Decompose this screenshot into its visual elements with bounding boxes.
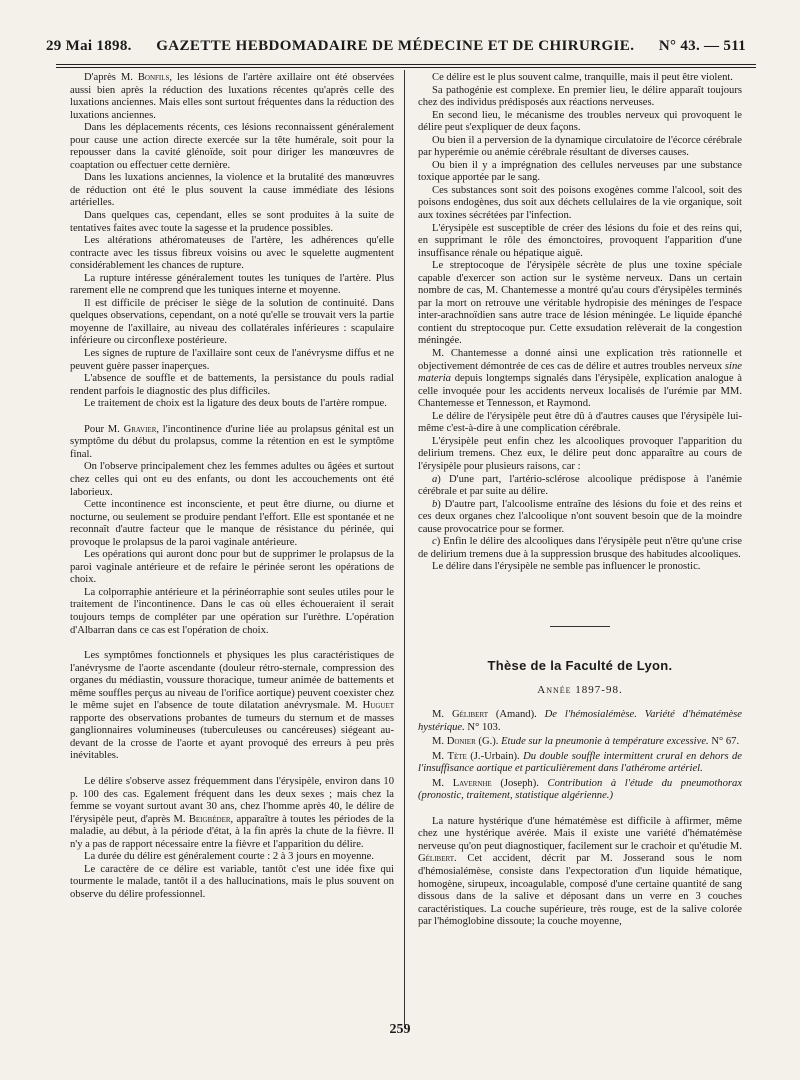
- author-name: Bonfils: [137, 72, 170, 83]
- paragraph: Ou bien il a perversion de la dynamique circulatoire de l'écorce cérébrale par hyperémie ou anémie cérébrale résultant de diverses causes.: [418, 134, 742, 159]
- paragraph: La nature hystérique d'une hématémèse est difficile à affirmer, même chez une hystérique avérée. Mais il existe une variété d'hématémèse nerveuse qu'on peut diagnostiquer, facilement sur le crachoir et qu'étudie M. Gélibert. Cet accident, décrit par M. Josserand sous le nom d'hémosialémèse, consiste dans l'expectoration d'un liquide hématique, homogène, sirupeux, incoagulable, composé d'une certaine quantité de sang dissous dans de la salive et déposant dans un verre en 3 couches caractéristiques. La couche supérieure, très rouge, est de la salive colorée par l'hémoglobine dissoute; la couche moyenne,: [418, 815, 742, 928]
- paragraph: a) D'une part, l'artério-sclérose alcoolique prédispose à l'anémie cérébrale et par suite au délire.: [418, 473, 742, 498]
- section-separator: [550, 626, 610, 627]
- paragraph: Les opérations qui auront donc pour but de supprimer le prolapsus de la paroi vaginale antérieure et de refaire le périnée seront les opérations de choix.: [70, 549, 394, 586]
- header-date: 29 Mai 1898.: [46, 38, 132, 54]
- paragraph: Dans les déplacements récents, ces lésions reconnaissent généralement pour cause une action directe exercée sur la tête humérale, soit pour la repousser dans la cavité glénoïde, soit pour diriger les manœuvres de coaptation ou effectuer cette dernière.: [70, 122, 394, 171]
- issue-page: N° 43. — 511: [658, 38, 746, 54]
- paragraph: On l'observe principalement chez les femmes adultes ou âgées et surtout chez celles qui ont eu des enfants, ou dont les accouchements ont été laborieux.: [70, 461, 394, 498]
- left-column: [70, 72, 394, 901]
- thesis-entry: M. Lavernhe (Joseph). Contribution à l'étude du pneumothorax (pronostic, traitement, statistique algérienne.): [418, 777, 743, 802]
- paragraph: Les altérations athéromateuses de l'artère, les adhérences qu'elle contracte avec les tissus fibreux voisins ou avec le squelette augmentent considérablement les chances de rupture.: [70, 235, 394, 272]
- author-name: Beigbéder: [188, 813, 231, 825]
- thesis-list: [418, 709, 742, 803]
- annee-value: 1897-98.: [575, 684, 623, 697]
- paragraph: c) Enfin le délire des alcooliques dans l'érysipèle peut n'être qu'une crise de delirium tremens due à la suppression brusque des habitudes alcooliques.: [418, 536, 742, 560]
- paragraph: Ou bien il y a imprégnation des cellules nerveuses par une substance toxique apportée par le sang.: [418, 159, 742, 184]
- paragraph: Dans quelques cas, cependant, elles se sont produites à la suite de tentatives faites avec toute la sagesse et la prudence possibles.: [70, 210, 394, 234]
- paragraph: En second lieu, le mécanisme des troubles nerveux qui provoquent le délire peut s'expliquer de deux façons.: [418, 109, 742, 134]
- right-column: [418, 72, 742, 929]
- author-name: Tète: [447, 750, 467, 762]
- paragraph: b) D'autre part, l'alcoolisme entraîne des lésions du foie et des reins et ces deux organes chez l'alcoolique n'ont souvent besoin que de la moindre cause provocatrice pour se former.: [418, 498, 742, 535]
- these-body: [418, 816, 742, 929]
- header-rule-bottom: [56, 67, 756, 68]
- paragraph: La durée du délire est généralement courte : 2 à 3 jours en moyenne.: [84, 851, 375, 863]
- author-name: Gravier: [123, 423, 157, 435]
- italic-text: b: [432, 498, 438, 510]
- paragraph: Les signes de rupture de l'axillaire sont ceux de l'anévrysme diffus et ne peuvent guère passer inaperçues.: [70, 348, 394, 372]
- paragraph: L'érysipèle est susceptible de créer des lésions du foie et des reins qui, en supprimant le rôle des émonctoires, provoquent l'apparition d'une insuffisance rénale ou hépatique aiguë.: [418, 222, 742, 259]
- thesis-entry: M. Gélibert (Amand). De l'hémosialémèse. Variété d'hématémèse hystérique. N° 103.: [418, 708, 743, 733]
- annee-label: Année: [537, 684, 572, 697]
- author-name: Gélibert: [418, 853, 455, 865]
- paragraph: Cette incontinence est inconsciente, et peut être diurne, ou diurne et nocturne, ou seulement se produire pendant l'effort. Elle est spontanée et ne reconnaît d'autre facteur que le manque de résistance du périnée, qui provoque le prolapsus de la paroi vaginale antérieure.: [70, 499, 394, 548]
- paragraph: L'absence de souffle et de battements, la persistance du pouls radial rendent parfois le diagnostic des plus difficiles.: [70, 373, 394, 397]
- column-divider: [404, 70, 405, 1025]
- thesis-entry: M. Donier (G.). Etude sur la pneumonie à température excessive. N° 67.: [432, 736, 740, 748]
- italic-text: Etude sur la pneumonie à température excessive.: [501, 736, 709, 748]
- italic-text: a: [432, 473, 438, 485]
- page-number: 259: [389, 1022, 411, 1037]
- paragraph: Ces substances sont soit des poisons exogènes comme l'alcool, soit des poisons endogènes, dus soit aux déchets cellulaires de la vie organique, soit aux toxines sécrétées par l'infection.: [418, 184, 742, 222]
- italic-text: Du double souffle intermittent crural en dehors de l'insuffisance aortique et particulièrement dans l'athérome artériel.: [418, 750, 743, 775]
- author-name: Donier: [446, 736, 476, 748]
- paragraph: D'après M. Bonfils, les lésions de l'artère axillaire ont été observées aussi bien après la réduction des luxations récentes qu'après celle des luxations anciennes. Mais elles sont surtout fréquentes dans la réduction des luxations anciennes.: [70, 72, 394, 121]
- paragraph: La rupture intéresse généralement toutes les tuniques de l'artère. Plus rarement elle ne comprend que les tuniques interne et moyenne.: [70, 272, 394, 297]
- paragraph: Les symptômes fonctionnels et physiques les plus caractéristiques de l'anévrysme de l'aorte ascendante (douleur rétro-sternale, compression des organes du médiastin, voussure thoracique, tumeur animée de battements et même souffles perçus au niveau de l'orifice aortique) peuvent coexister chez le même sujet en l'absence de toute dilatation anévrysmale. M. Huguet rapporte des observations probantes de tumeurs du sternum et de masses ganglionnaires volumineuses (tuberculeuses ou cancéreuses) siégeant au-devant de la crosse de l'aorte et ayant provoqué des erreurs à peu près inévitables.: [70, 650, 394, 762]
- paragraph: Le délire de l'érysipèle peut être dû à d'autres causes que l'érysipèle lui-même c'est-à-dire à une complication cérébrale.: [418, 410, 742, 435]
- paragraph: Dans les luxations anciennes, la violence et la brutalité des manœuvres de réduction ont été le plus souvent la cause immédiate des lésions artérielles.: [70, 172, 394, 209]
- paragraph: Le traitement de choix est la ligature des deux bouts de l'artère rompue.: [84, 398, 387, 410]
- paragraph: Le streptocoque de l'érysipèle sécrète de plus une toxine spéciale capable d'exercer son action sur le système nerveux. Dans un certain nombre de cas, M. Chantemesse a montré qu'au cours d'érysipèles terminés par la mort on retrouve une véritable hydropisie des méninges de l'espace inter-arachnoïdien sans autre trace de lésion méningée. Le liquide épanché contient du streptocoque pur. Cette exsudation relèverait de la congestion méningée.: [418, 260, 742, 347]
- paragraph: La colporraphie antérieure et la périnéorraphie sont seules utiles pour le traitement de l'incontinence. Dans le cas où elles échoueraient il serait toujours temps de compléter par une opération sur l'urèthre. L'opération d'Albarran dans ce cas est l'opération de choix.: [70, 586, 394, 636]
- header-rule-top: [56, 64, 756, 65]
- author-name: Lavernhe: [452, 777, 492, 789]
- annee-line: [418, 684, 742, 697]
- thesis-entry: M. Tète (J.-Urbain). Du double souffle intermittent crural en dehors de l'insuffisance aortique et particulièrement dans l'athérome artériel.: [418, 750, 743, 775]
- paragraph: Il est difficile de préciser le siège de la solution de continuité. Dans quelques observations, cependant, on a noté qu'elle se trouvait vers la partie moyenne de l'axillaire, au niveau des collatérales inférieures : scapulaire inférieure ou circonflexe postérieure.: [70, 297, 394, 347]
- author-name: Huguet: [362, 700, 394, 712]
- paragraph: M. Chantemesse a donné ainsi une explication très rationnelle et objectivement démontrée de ces cas de délire et autres troubles nerveux sine materia depuis longtemps signalés dans l'érysipèle, explication analogue à celle invoquée pour les accidents nerveux localisés de l'urémie par MM. Chantemesse et Tennesson, et Raymond.: [418, 348, 742, 410]
- journal-title: GAZETTE HEBDOMADAIRE DE MÉDECINE ET DE CHIRURGIE.: [156, 38, 635, 54]
- paragraph: Sa pathogénie est complexe. En premier lieu, le délire apparaît toujours chez des individus prédisposés aux réactions nerveuses.: [418, 84, 742, 109]
- italic-text: De l'hémosialémèse. Variété d'hématémèse hystérique.: [418, 708, 743, 733]
- paragraph: Ce délire est le plus souvent calme, tranquille, mais il peut être violent.: [432, 72, 733, 83]
- italic-text: c: [432, 536, 437, 548]
- paragraph: Le délire dans l'érysipèle ne semble pas influencer le pronostic.: [432, 561, 701, 573]
- these-title: Thèse de la Faculté de Lyon.: [487, 657, 673, 673]
- right-column-text: [418, 72, 742, 574]
- italic-text: Contribution à l'étude du pneumothorax (pronostic, traitement, statistique algérienne.): [418, 777, 743, 802]
- paragraph: Pour M. Gravier, l'incontinence d'urine liée au prolapsus génital est un symptôme du début du prolapsus, comme la rétention en est le symptôme final.: [70, 423, 394, 460]
- paragraph: L'érysipèle peut enfin chez les alcooliques provoquer l'apparition du delirium tremens. Chez eux, le délire peut donc apparaître au cours de l'érysipèle pour plusieurs raisons, car :: [418, 435, 742, 472]
- page-header: [46, 38, 746, 66]
- italic-text: sine materia: [418, 360, 742, 385]
- paragraph: Le caractère de ce délire est variable, tantôt c'est une idée fixe qui tourmente le malade, tantôt il a des hallucinations, mais le plus souvent on observe du délire professionnel.: [70, 863, 394, 900]
- paragraph: Le délire s'observe assez fréquemment dans l'érysipèle, environ dans 10 p. 100 des cas. Egalement fréquent dans les deux sexes ; mais chez la femme se voyant surtout avant 30 ans, chez l'homme après 40, le délire de l'érysipèle peut, d'après M. Beigbéder, apparaître à toutes les périodes de la maladie, au début, à la période d'état, à la fin après la chute de la fièvre. Il n'y a pas de rapport nécessaire entre la fièvre et l'apparition du délire.: [70, 775, 394, 850]
- author-name: Gélibert: [451, 708, 488, 720]
